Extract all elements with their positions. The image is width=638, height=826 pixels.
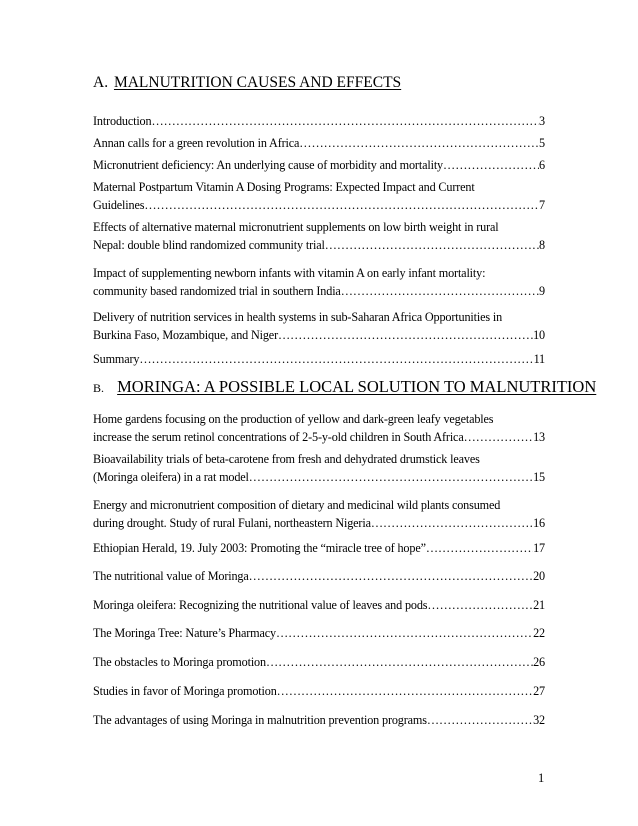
section-letter: A. bbox=[93, 74, 109, 91]
toc-entry-title: Guidelines bbox=[93, 198, 145, 212]
toc-entry-title: The obstacles to Moringa promotion bbox=[93, 655, 266, 669]
toc-entry-title: Nepal: double blind randomized community trial bbox=[93, 238, 325, 252]
toc-entry-line bbox=[93, 539, 545, 557]
dot-leader bbox=[427, 596, 533, 614]
toc-entry-line bbox=[93, 428, 545, 446]
dot-leader bbox=[139, 350, 533, 368]
toc-page-number: 10 bbox=[533, 328, 545, 342]
toc-entry-summary[interactable] bbox=[93, 350, 545, 368]
toc-entry-title: during drought. Study of rural Fulani, northeastern Nigeria bbox=[93, 516, 371, 530]
toc-entry-home-gardens[interactable] bbox=[93, 410, 545, 446]
toc-entry-newborn-vitamin-a[interactable] bbox=[93, 264, 545, 300]
toc-entry-nutrition-services[interactable] bbox=[93, 308, 545, 344]
toc-page-number: 26 bbox=[533, 655, 545, 669]
toc-entry-line bbox=[93, 134, 545, 152]
dot-leader bbox=[464, 428, 534, 446]
toc-page-number: 8 bbox=[539, 238, 545, 252]
toc-entry-line bbox=[93, 236, 545, 254]
toc-entry-title: community based randomized trial in southern India bbox=[93, 284, 341, 298]
section-a-heading bbox=[93, 74, 401, 92]
toc-entry-line bbox=[93, 514, 545, 532]
page-number: 1 bbox=[538, 771, 545, 785]
toc-page-number: 32 bbox=[533, 713, 545, 727]
toc-entry-maternal-postpartum[interactable] bbox=[93, 178, 545, 214]
dot-leader bbox=[144, 196, 539, 214]
toc-entry-title-line: Bioavailability trials of beta-carotene from fresh and dehydrated drumstick leaves bbox=[93, 452, 480, 466]
dot-leader bbox=[325, 236, 539, 254]
toc-page-number: 21 bbox=[533, 598, 545, 612]
toc-entry-line bbox=[93, 653, 545, 671]
toc-entry-annan[interactable] bbox=[93, 134, 545, 152]
toc-entry-nutritional-value[interactable] bbox=[93, 567, 545, 585]
toc-entry-title: Introduction bbox=[93, 114, 152, 128]
dot-leader bbox=[276, 624, 533, 642]
toc-entry-title: The nutritional value of Moringa bbox=[93, 569, 249, 583]
dot-leader bbox=[341, 282, 539, 300]
toc-entry-line bbox=[93, 711, 545, 729]
toc-entry-line bbox=[93, 682, 545, 700]
toc-entry-line bbox=[93, 350, 545, 368]
toc-entry-line bbox=[93, 196, 545, 214]
toc-entry-natures-pharmacy[interactable] bbox=[93, 624, 545, 642]
toc-entry-wild-plants-nigeria[interactable] bbox=[93, 496, 545, 532]
toc-entry-title-line: Delivery of nutrition services in health systems in sub-Saharan Africa Opportunities in bbox=[93, 310, 503, 324]
section-title: MALNUTRITION CAUSES AND EFFECTS bbox=[113, 74, 402, 91]
dot-leader bbox=[426, 539, 533, 557]
toc-page-number: 22 bbox=[533, 626, 545, 640]
toc-entry-line bbox=[93, 282, 545, 300]
dot-leader bbox=[278, 326, 533, 344]
toc-entry-title: The Moringa Tree: Nature’s Pharmacy bbox=[93, 626, 276, 640]
toc-page-number: 27 bbox=[533, 684, 545, 698]
toc-entry-title: Micronutrient deficiency: An underlying cause of morbidity and mortality bbox=[93, 158, 443, 172]
dot-leader bbox=[249, 468, 533, 486]
toc-entry-title: The advantages of using Moringa in malnutrition prevention programs bbox=[93, 713, 427, 727]
toc-page-number: 15 bbox=[533, 470, 545, 484]
toc-page-number: 3 bbox=[539, 114, 545, 128]
section-letter: B. bbox=[93, 381, 105, 395]
toc-entry-title: increase the serum retinol concentrations of 2-5-y-old children in South Africa bbox=[93, 430, 464, 444]
toc-entry-title-line: Impact of supplementing newborn infants with vitamin A on early infant mortality: bbox=[93, 266, 486, 280]
dot-leader bbox=[266, 653, 533, 671]
toc-entry-maternal-supplements-nepal[interactable] bbox=[93, 218, 545, 254]
toc-entry-bioavailability-trials[interactable] bbox=[93, 450, 545, 486]
toc-page-number: 17 bbox=[533, 541, 545, 555]
dot-leader bbox=[277, 682, 533, 700]
toc-entry-advantages[interactable] bbox=[93, 711, 545, 729]
toc-entry-line bbox=[93, 567, 545, 585]
toc-page-number: 16 bbox=[533, 516, 545, 530]
toc-entry-obstacles[interactable] bbox=[93, 653, 545, 671]
toc-page-number: 20 bbox=[533, 569, 545, 583]
toc-entry-title-line: Home gardens focusing on the production of yellow and dark-green leafy vegetables bbox=[93, 412, 494, 426]
toc-page-number: 13 bbox=[533, 430, 545, 444]
dot-leader bbox=[443, 156, 539, 174]
toc-entry-micronutrient-deficiency[interactable] bbox=[93, 156, 545, 174]
toc-entry-title: Burkina Faso, Mozambique, and Niger bbox=[93, 328, 278, 342]
toc-entry-title-line: Energy and micronutrient composition of dietary and medicinal wild plants consumed bbox=[93, 498, 501, 512]
dot-leader bbox=[427, 711, 533, 729]
toc-entry-title: Studies in favor of Moringa promotion bbox=[93, 684, 277, 698]
section-b-heading bbox=[93, 377, 596, 397]
toc-entry-ethiopian-herald[interactable] bbox=[93, 539, 545, 557]
toc-entry-line bbox=[93, 326, 545, 344]
toc-page-number: 9 bbox=[539, 284, 545, 298]
toc-page-number: 7 bbox=[539, 198, 545, 212]
toc-page-number: 6 bbox=[539, 158, 545, 172]
toc-entry-studies-in-favor[interactable] bbox=[93, 682, 545, 700]
toc-entry-line bbox=[93, 624, 545, 642]
toc-page-number: 11 bbox=[533, 352, 545, 366]
toc-entry-title: Annan calls for a green revolution in Africa bbox=[93, 136, 300, 150]
toc-entry-title: (Moringa oleifera) in a rat model bbox=[93, 470, 249, 484]
toc-entry-introduction[interactable] bbox=[93, 112, 545, 130]
toc-entry-title: Moringa oleifera: Recognizing the nutritional value of leaves and pods bbox=[93, 598, 428, 612]
toc-entry-line bbox=[93, 596, 545, 614]
section-title: MORINGA: A POSSIBLE LOCAL SOLUTION TO MALNUTRITION bbox=[117, 377, 597, 396]
toc-entry-title-line: Effects of alternative maternal micronutrient supplements on low birth weight in rural bbox=[93, 220, 499, 234]
dot-leader bbox=[299, 134, 539, 152]
toc-entry-line bbox=[93, 156, 545, 174]
toc-entry-moringa-oleifera-recognizing[interactable] bbox=[93, 596, 545, 614]
toc-entry-title: Summary bbox=[93, 352, 140, 366]
toc-entry-line bbox=[93, 112, 545, 130]
toc-page-number: 5 bbox=[539, 136, 545, 150]
toc-entry-title-line: Maternal Postpartum Vitamin A Dosing Programs: Expected Impact and Current bbox=[93, 180, 475, 194]
dot-leader bbox=[249, 567, 533, 585]
toc-entry-title: Ethiopian Herald, 19. July 2003: Promoting the “miracle tree of hope” bbox=[93, 541, 426, 555]
dot-leader bbox=[371, 514, 533, 532]
toc-entry-line bbox=[93, 468, 545, 486]
dot-leader bbox=[151, 112, 539, 130]
